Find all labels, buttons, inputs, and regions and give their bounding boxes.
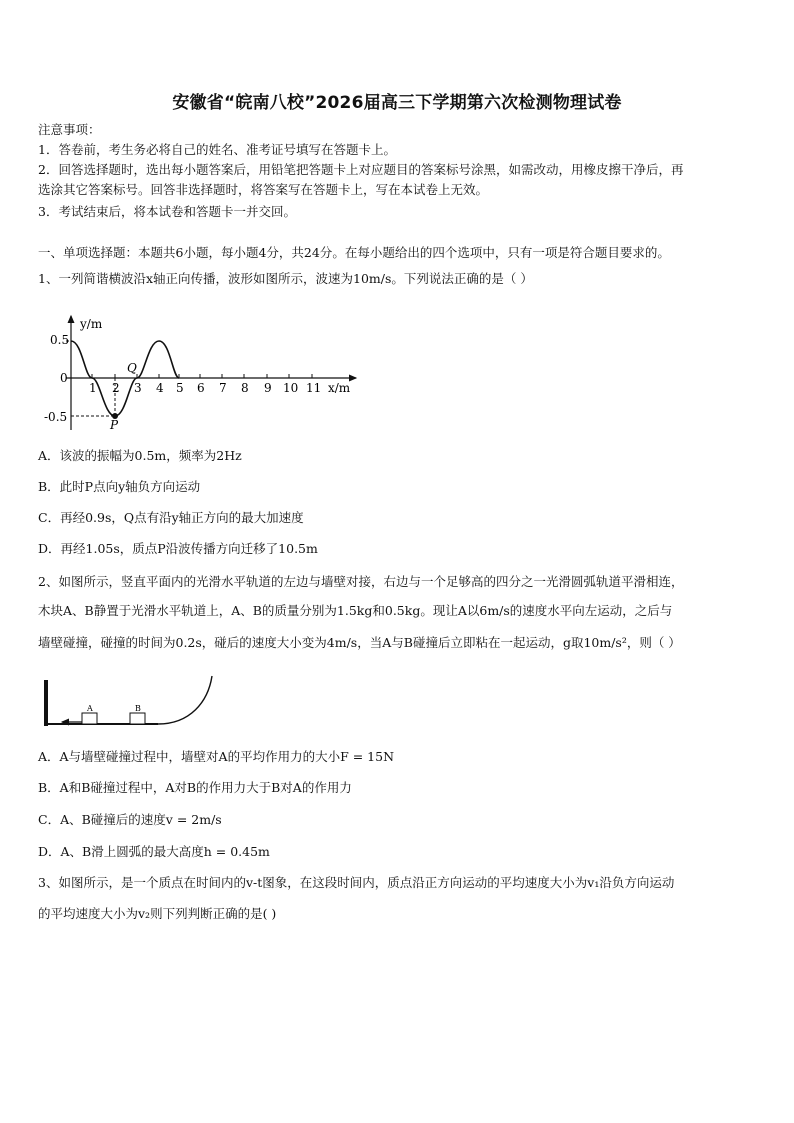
section-heading: 一、单项选择题：本题共6小题，每小题4分，共24分。在每小题给出的四个选项中，只有一项是符合题目要求的。 [38, 245, 670, 260]
block-b [130, 713, 145, 724]
block-b-label: B [135, 704, 141, 713]
q2-option-b: B．A和B碰撞过程中，A对B的作用力大于B对A的作用力 [38, 780, 352, 795]
x-tick-label: 1 [89, 381, 97, 395]
y-tick-label: 0 [60, 371, 68, 385]
point-q-label: Q [127, 361, 137, 375]
circular-arc-track [158, 676, 212, 724]
x-tick-label: 3 [134, 381, 142, 395]
track-figure [40, 672, 220, 732]
x-tick-label: 6 [197, 381, 205, 395]
x-tick-label: 11 [306, 381, 322, 395]
y-axis-label: y/m [80, 317, 103, 331]
q1-option-b: B．此时P点向y轴负方向运动 [38, 479, 201, 494]
x-tick-label: 9 [264, 381, 272, 395]
x-tick-label: 5 [176, 381, 184, 395]
notice-heading: 注意事项： [38, 122, 101, 137]
q1-option-c: C．再经0.9s，Q点有沿y轴正方向的最大加速度 [38, 510, 304, 525]
x-axis-label: x/m [328, 381, 351, 395]
notice-item: 2．回答选择题时，选出每小题答案后，用铅笔把答题卡上对应题目的答案标号涂黑，如需改动，用橡皮擦干净后，再 [38, 162, 684, 177]
notice-item: 1．答卷前，考生务必将自己的姓名、准考证号填写在答题卡上。 [38, 142, 396, 157]
q2-option-d: D．A、B滑上圆弧的最大高度h = 0.45m [38, 844, 270, 859]
x-tick-label: 4 [156, 381, 164, 395]
notice-item: 3．考试结束后，将本试卷和答题卡一并交回。 [38, 204, 296, 219]
x-tick-label: 10 [283, 381, 299, 395]
notice-item: 选涂其它答案标号。回答非选择题时，将答案写在答题卡上，写在本试卷上无效。 [38, 182, 489, 197]
wave-figure [38, 308, 368, 438]
block-a [82, 713, 97, 724]
question-2-stem: 木块A、B静置于光滑水平轨道上，A、B的质量分别为1.5kg和0.5kg。现让A以6m/s的速度水平向左运动，之后与 [38, 603, 673, 618]
q1-option-a: A．该波的振幅为0.5m，频率为2Hz [38, 448, 242, 463]
q2-option-c: C．A、B碰撞后的速度v = 2m/s [38, 812, 222, 827]
y-tick-label: -0.5 [44, 410, 68, 424]
q2-option-a: A．A与墙壁碰撞过程中，墙壁对A的平均作用力的大小F = 15N [38, 749, 395, 764]
x-tick-label: 2 [112, 381, 120, 395]
question-2-stem: 2、如图所示，竖直平面内的光滑水平轨道的左边与墙壁对接，右边与一个足够高的四分之一光滑圆弧轨道平滑相连， [38, 574, 684, 589]
block-a-label: A [87, 704, 93, 713]
q1-option-d: D．再经1.05s，质点P沿波传播方向迁移了10.5m [38, 541, 318, 556]
x-tick-label: 8 [241, 381, 249, 395]
question-3-stem: 3、如图所示，是一个质点在时间内的v-t图象，在这段时间内，质点沿正方向运动的平均速度大小为v₁沿负方向运动 [38, 875, 675, 890]
point-p-label: P [110, 418, 119, 432]
wall [44, 680, 48, 726]
y-tick-label: 0.5 [50, 333, 70, 347]
x-ticks [92, 374, 312, 378]
page-title: 安徽省“皖南八校”2026届高三下学期第六次检测物理试卷 [172, 93, 622, 113]
question-1-stem: 1、一列简谐横波沿x轴正向传播，波形如图所示，波速为10m/s。下列说法正确的是（ ） [38, 271, 533, 286]
question-3-stem: 的平均速度大小为v₂则下列判断正确的是( ) [38, 906, 277, 921]
x-tick-label: 7 [219, 381, 227, 395]
question-2-stem: 墙壁碰撞，碰撞的时间为0.2s，碰后的速度大小变为4m/s，当A与B碰撞后立即粘在一起运动，g取10m/s²，则（ ） [38, 635, 681, 650]
